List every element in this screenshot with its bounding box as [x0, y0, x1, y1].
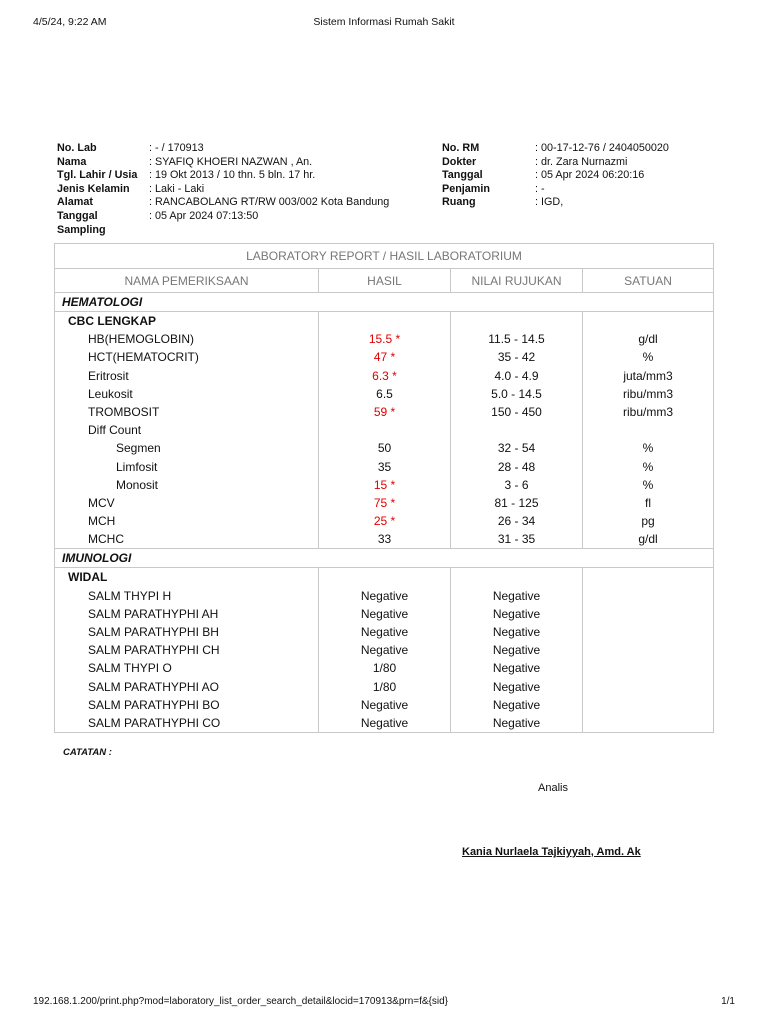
- info-label: [57, 210, 149, 237]
- info-label: Jenis Kelamin: [57, 182, 130, 195]
- info-row-tanggal-sampling: [57, 210, 389, 237]
- test-name: SALM PARATHYPHI CO: [88, 715, 221, 730]
- info-label: No. RM: [442, 142, 480, 154]
- ref-column: [451, 312, 583, 549]
- test-ref: 26 - 34: [497, 514, 536, 529]
- test-name: MCV: [88, 495, 115, 510]
- test-ref: 32 - 54: [497, 441, 536, 456]
- hasil-column: [319, 312, 451, 549]
- test-hasil: 15.5 *: [368, 332, 401, 347]
- info-value: : - / 170913: [149, 142, 204, 154]
- test-unit: %: [642, 441, 654, 456]
- test-unit: [583, 312, 713, 330]
- info-label: Tgl. Lahir / Usia: [57, 169, 138, 182]
- info-label: Dokter: [442, 155, 477, 168]
- info-row-no-rm: [442, 142, 669, 156]
- test-name: Segmen: [116, 441, 161, 456]
- test-hasil: 15 *: [373, 477, 396, 492]
- test-ref: Negative: [492, 606, 541, 621]
- test-name: SALM PARATHYPHI BH: [88, 625, 219, 639]
- test-hasil: 1/80: [372, 679, 397, 694]
- test-unit: [583, 714, 713, 732]
- info-label: Ruang: [442, 196, 476, 209]
- info-value: : 05 Apr 2024 07:13:50: [149, 209, 259, 222]
- info-row-tanggal: [442, 169, 669, 183]
- info-value: : 00-17-12-76 / 2404050020: [535, 142, 669, 154]
- column-header: NILAI RUJUKAN: [451, 269, 583, 293]
- test-unit: [583, 605, 713, 623]
- test-unit: [583, 623, 713, 641]
- info-label: Penjamin: [442, 182, 491, 195]
- test-ref: 28 - 48: [497, 459, 536, 474]
- test-ref: 3 - 6: [504, 477, 529, 492]
- test-name: TROMBOSIT: [88, 404, 160, 419]
- test-name: MCH: [88, 514, 116, 529]
- test-hasil: 6.3 *: [372, 368, 397, 383]
- test-group-name: CBC LENGKAP: [68, 314, 157, 328]
- unit-column: [583, 568, 714, 733]
- info-label: Alamat: [57, 196, 94, 209]
- test-unit: [583, 696, 713, 714]
- test-ref: [451, 421, 582, 439]
- test-name: MCHC: [88, 532, 124, 547]
- test-unit: [583, 641, 713, 659]
- info-row-dokter: [442, 156, 669, 170]
- test-name: Monosit: [116, 477, 159, 492]
- test-unit: [583, 659, 713, 677]
- test-name: SALM THYPI O: [88, 661, 172, 676]
- test-hasil: 1/80: [372, 661, 397, 676]
- test-name: Leukosit: [88, 386, 133, 401]
- info-label-line: Tanggal: [57, 209, 98, 222]
- test-hasil: Negative: [360, 606, 409, 621]
- test-name: Diff Count: [88, 423, 142, 438]
- ref-column: [451, 568, 583, 733]
- test-unit: ribu/mm3: [622, 386, 673, 401]
- test-ref: 150 - 450: [491, 404, 542, 419]
- test-ref: 5.0 - 14.5: [491, 386, 542, 401]
- info-label: No. Lab: [57, 142, 97, 154]
- test-ref: 35 - 42: [497, 350, 536, 365]
- patient-info-left: [57, 142, 389, 237]
- info-label: Tanggal: [442, 169, 483, 182]
- test-group-name: WIDAL: [68, 570, 108, 585]
- test-unit: %: [642, 350, 654, 365]
- test-unit: [583, 587, 713, 605]
- section-title-hematologi: HEMATOLOGI: [55, 293, 714, 312]
- print-page-title: Sistem Informasi Rumah Sakit: [313, 16, 455, 28]
- catatan-label: CATATAN :: [63, 747, 112, 758]
- test-hasil: 47 *: [373, 350, 396, 365]
- test-name: SALM PARATHYPHI BO: [88, 697, 220, 712]
- test-unit: fl: [645, 495, 651, 510]
- test-name: SALM THYPI H: [88, 588, 172, 603]
- section-body: [55, 568, 714, 733]
- test-name: HB(HEMOGLOBIN): [88, 332, 195, 347]
- info-value: : IGD,: [535, 196, 564, 209]
- test-hasil: 59 *: [373, 404, 396, 419]
- info-value: : SYAFIQ KHOERI NAZWAN , An.: [149, 155, 313, 168]
- column-header-row: [55, 269, 714, 293]
- test-ref: [451, 568, 582, 586]
- print-url: 192.168.1.200/print.php?mod=laboratory_list_order_search_detail&locid=170913&prn=f&{sid}: [33, 996, 449, 1007]
- section-body: [55, 312, 714, 549]
- column-header: NAMA PEMERIKSAAN: [55, 269, 319, 293]
- info-value: : dr. Zara Nurnazmi: [535, 155, 628, 168]
- test-hasil: [319, 568, 450, 586]
- info-value: : -: [535, 182, 545, 195]
- test-ref: Negative: [492, 679, 541, 694]
- test-ref: Negative: [492, 715, 541, 730]
- info-value: : 19 Okt 2013 / 10 thn. 5 bln. 17 hr.: [149, 169, 316, 182]
- test-name: SALM PARATHYPHI AO: [88, 679, 219, 694]
- column-header: SATUAN: [583, 269, 714, 293]
- info-row-penjamin: [442, 183, 669, 197]
- patient-info-right: [442, 142, 669, 210]
- test-hasil: [319, 312, 450, 330]
- print-datetime: 4/5/24, 9:22 AM: [33, 16, 107, 28]
- test-ref: 11.5 - 14.5: [488, 332, 545, 347]
- test-hasil: [319, 421, 450, 439]
- test-unit: [583, 678, 713, 696]
- name-column: [55, 312, 319, 549]
- test-ref: 31 - 35: [497, 532, 536, 547]
- info-label-line: Sampling: [57, 223, 106, 236]
- report-title: LABORATORY REPORT / HASIL LABORATORIUM: [55, 244, 714, 269]
- test-ref: Negative: [492, 588, 541, 603]
- test-unit: g/dl: [638, 532, 658, 547]
- info-value: : Laki - Laki: [149, 182, 205, 195]
- test-hasil: 35: [377, 459, 392, 474]
- print-header: [33, 16, 735, 30]
- analis-label: Analis: [538, 782, 568, 794]
- info-row-no-lab: [57, 142, 389, 156]
- section-title-imunologi: IMUNOLOGI: [55, 549, 714, 568]
- test-hasil: 25 *: [373, 514, 396, 529]
- info-row-alamat: [57, 196, 389, 210]
- section-row: [55, 549, 714, 568]
- test-unit: pg: [641, 514, 655, 529]
- test-unit: ribu/mm3: [622, 404, 673, 419]
- test-hasil: 50: [377, 441, 392, 456]
- test-hasil: Negative: [360, 625, 409, 639]
- test-name: SALM PARATHYPHI AH: [88, 606, 219, 621]
- test-hasil: Negative: [360, 697, 409, 712]
- test-ref: 4.0 - 4.9: [494, 368, 539, 383]
- test-hasil: 6.5: [376, 386, 393, 401]
- section-row: [55, 293, 714, 312]
- info-value: : RANCABOLANG RT/RW 003/002 Kota Bandung: [149, 196, 390, 209]
- test-hasil: Negative: [360, 643, 409, 658]
- test-ref: Negative: [492, 625, 541, 639]
- test-ref: Negative: [492, 697, 541, 712]
- test-unit: g/dl: [638, 332, 658, 347]
- info-row-nama: [57, 156, 389, 170]
- unit-column: [583, 312, 714, 549]
- test-hasil: Negative: [360, 715, 409, 730]
- test-name: SALM PARATHYPHI CH: [88, 643, 220, 658]
- info-label: Nama: [57, 155, 87, 168]
- test-name: HCT(HEMATOCRIT): [88, 350, 199, 365]
- test-ref: Negative: [492, 661, 541, 676]
- info-row-tgl-lahir: [57, 169, 389, 183]
- test-unit: juta/mm3: [623, 368, 673, 383]
- test-hasil: 75 *: [373, 495, 396, 510]
- test-unit: [583, 568, 713, 586]
- test-name: Eritrosit: [88, 368, 129, 383]
- test-unit: [583, 421, 713, 439]
- hasil-column: [319, 568, 451, 733]
- info-value: : 05 Apr 2024 06:20:16: [535, 169, 645, 182]
- page-number: 1/1: [721, 996, 735, 1007]
- test-ref: [451, 312, 582, 330]
- test-ref: Negative: [492, 643, 541, 658]
- name-column: [55, 568, 319, 733]
- signer-name: Kania Nurlaela Tajkiyyah, Amd. Ak: [462, 846, 641, 858]
- test-hasil: Negative: [360, 588, 409, 603]
- info-row-jenis-kelamin: [57, 183, 389, 197]
- test-unit: %: [642, 459, 654, 474]
- test-name: Limfosit: [116, 459, 158, 474]
- info-row-ruang: [442, 196, 669, 210]
- lab-report-table: [54, 243, 714, 733]
- test-unit: %: [642, 477, 654, 492]
- test-hasil: 33: [377, 532, 392, 547]
- column-header: HASIL: [319, 269, 451, 293]
- test-ref: 81 - 125: [494, 495, 539, 510]
